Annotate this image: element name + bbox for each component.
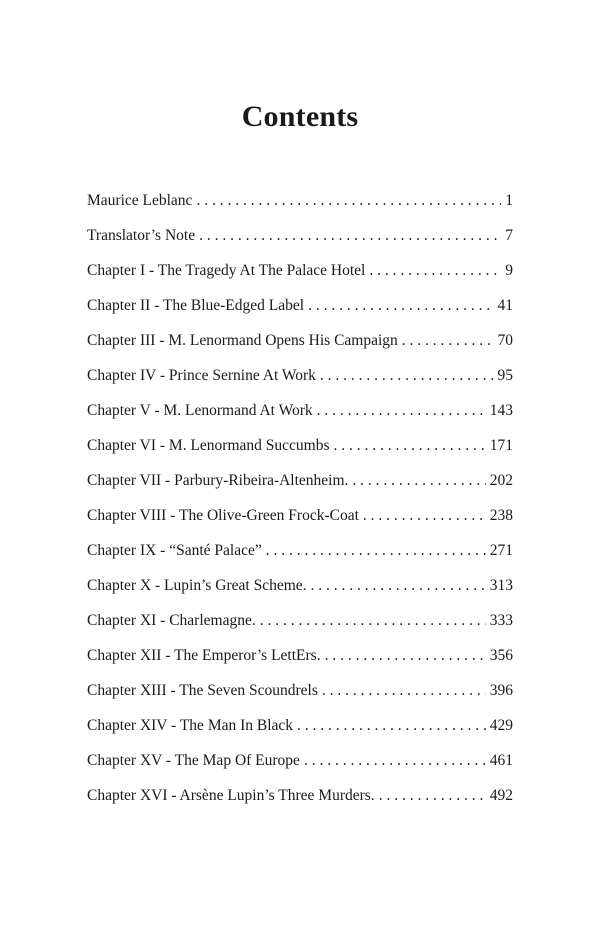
toc-entry-page: 143	[489, 402, 513, 419]
dot-leader	[322, 673, 486, 708]
dot-leader	[363, 498, 486, 533]
toc-entry-page: 313	[489, 577, 513, 594]
toc-entry-title: Chapter VI - M. Lenormand Succumbs	[87, 437, 330, 454]
toc-entry-title: Chapter XIII - The Seven Scoundrels	[87, 682, 318, 699]
dot-leader	[325, 638, 486, 673]
toc-entry-page: 7	[505, 227, 513, 244]
toc-entry-page: 41	[497, 297, 513, 314]
toc-entry-page: 492	[489, 787, 513, 804]
dot-leader	[297, 708, 486, 743]
toc-entry-title: Chapter I - The Tragedy At The Palace Hotel	[87, 262, 366, 279]
dot-leader	[304, 743, 486, 778]
toc-entry-title: Chapter VII - Parbury-Ribeira-Altenheim.	[87, 472, 349, 489]
dot-leader	[311, 568, 486, 603]
toc-entry-title: Chapter IX - “Santé Palace”	[87, 542, 262, 559]
toc-entry-title: Chapter XI - Charlemagne.	[87, 612, 256, 629]
toc-entry	[87, 603, 513, 638]
table-of-contents	[87, 183, 513, 813]
toc-entry	[87, 358, 513, 393]
toc-entry	[87, 463, 513, 498]
toc-entry-title: Chapter X - Lupin’s Great Scheme.	[87, 577, 307, 594]
toc-entry-page: 1	[505, 192, 513, 209]
dot-leader	[352, 463, 485, 498]
toc-entry-page: 333	[489, 612, 513, 629]
toc-entry-title: Chapter VIII - The Olive-Green Frock-Coat	[87, 507, 359, 524]
toc-entry	[87, 708, 513, 743]
dot-leader	[266, 533, 486, 568]
dot-leader	[334, 428, 486, 463]
dot-leader	[402, 323, 494, 358]
toc-entry-title: Chapter XV - The Map Of Europe	[87, 752, 300, 769]
dot-leader	[320, 358, 494, 393]
dot-leader	[317, 393, 486, 428]
toc-entry	[87, 778, 513, 813]
toc-entry	[87, 253, 513, 288]
toc-entry-title: Chapter XII - The Emperor’s LettErs.	[87, 647, 321, 664]
toc-entry-page: 9	[505, 262, 513, 279]
toc-entry	[87, 183, 513, 218]
toc-entry-page: 356	[489, 647, 513, 664]
toc-entry-title: Chapter V - M. Lenormand At Work	[87, 402, 313, 419]
toc-entry-title: Chapter IV - Prince Sernine At Work	[87, 367, 316, 384]
dot-leader	[369, 253, 501, 288]
toc-entry-title: Maurice Leblanc	[87, 192, 193, 209]
page-title: Contents	[241, 100, 359, 133]
toc-entry-page: 70	[497, 332, 513, 349]
toc-entry-page: 202	[489, 472, 513, 489]
toc-entry	[87, 498, 513, 533]
toc-entry-page: 461	[489, 752, 513, 769]
toc-entry-page: 429	[489, 717, 513, 734]
toc-entry-page: 271	[489, 542, 513, 559]
dot-leader	[199, 218, 501, 253]
toc-entry	[87, 673, 513, 708]
dot-leader	[196, 183, 501, 218]
toc-entry	[87, 743, 513, 778]
toc-entry-page: 95	[497, 367, 513, 384]
dot-leader	[260, 603, 486, 638]
toc-entry	[87, 568, 513, 603]
toc-entry	[87, 638, 513, 673]
toc-entry	[87, 288, 513, 323]
toc-entry-title: Chapter XVI - Arsène Lupin’s Three Murders.	[87, 787, 375, 804]
toc-entry	[87, 218, 513, 253]
dot-leader	[308, 288, 493, 323]
toc-entry	[87, 393, 513, 428]
toc-entry-title: Translator’s Note	[87, 227, 196, 244]
toc-entry-page: 171	[489, 437, 513, 454]
toc-entry-page: 238	[489, 507, 513, 524]
toc-entry-title: Chapter II - The Blue-Edged Label	[87, 297, 305, 314]
toc-entry	[87, 428, 513, 463]
toc-entry-title: Chapter XIV - The Man In Black	[87, 717, 294, 734]
toc-entry-title: Chapter III - M. Lenormand Opens His Campaign	[87, 332, 398, 349]
toc-entry	[87, 533, 513, 568]
dot-leader	[379, 778, 486, 813]
toc-entry-page: 396	[489, 682, 513, 699]
toc-entry	[87, 323, 513, 358]
